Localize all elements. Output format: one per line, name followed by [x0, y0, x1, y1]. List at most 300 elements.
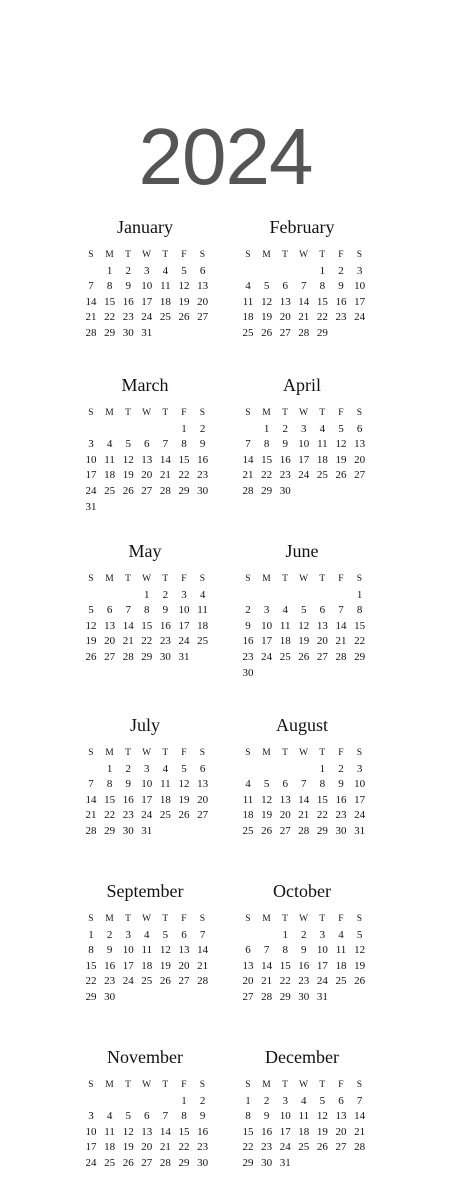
- day-cell: 3: [181, 588, 187, 601]
- day-cell: 2: [263, 1094, 270, 1107]
- day-cell: 27: [104, 651, 116, 663]
- day-cell: 17: [178, 619, 190, 632]
- day-cell: 2: [199, 1094, 206, 1107]
- day-cell: 4: [162, 762, 169, 775]
- day-cell: 30: [104, 991, 116, 1003]
- day-cell: 1: [356, 588, 363, 601]
- month-name: December: [265, 1047, 339, 1067]
- day-cell: 22: [85, 975, 97, 988]
- day-cell: 23: [197, 469, 209, 482]
- day-cell: 25: [159, 809, 171, 822]
- day-cell: 19: [159, 959, 171, 972]
- day-cell: 1: [282, 928, 288, 941]
- weekday-header: T: [125, 1080, 132, 1090]
- day-cell: 3: [263, 604, 270, 617]
- day-cell: 11: [160, 778, 171, 791]
- day-cell: 20: [141, 469, 153, 482]
- weekday-header: S: [356, 574, 363, 584]
- weekday-header: T: [282, 408, 289, 418]
- weekday-header: S: [245, 914, 251, 924]
- day-cell: 19: [85, 635, 97, 648]
- day-cell: 12: [159, 944, 171, 957]
- day-cell: 27: [279, 825, 291, 837]
- day-cell: 30: [279, 485, 291, 497]
- day-cell: 8: [263, 438, 270, 451]
- day-cell: 29: [279, 991, 291, 1003]
- day-cell: 29: [316, 327, 328, 339]
- day-cell: 8: [356, 604, 363, 617]
- weekday-header: F: [181, 574, 187, 584]
- weekday-header: S: [199, 914, 206, 924]
- day-cell: 19: [261, 311, 273, 324]
- day-cell: 17: [354, 295, 366, 308]
- day-cell: 26: [298, 651, 310, 663]
- day-cell: 9: [125, 280, 131, 293]
- day-cell: 12: [178, 280, 190, 293]
- day-cell: 20: [141, 1141, 153, 1154]
- day-cell: 19: [178, 295, 190, 308]
- day-cell: 11: [317, 438, 328, 451]
- day-cell: 21: [159, 1141, 171, 1154]
- day-cell: 29: [261, 485, 273, 497]
- month-name: February: [269, 217, 335, 237]
- day-cell: 22: [354, 635, 366, 648]
- day-cell: 6: [282, 280, 288, 293]
- day-cell: 5: [319, 1094, 326, 1107]
- day-cell: 13: [104, 619, 116, 632]
- day-cell: 18: [104, 469, 116, 482]
- day-cell: 24: [316, 975, 328, 988]
- weekday-header: F: [181, 914, 187, 924]
- day-cell: 4: [282, 604, 288, 617]
- day-cell: 21: [335, 635, 347, 648]
- weekday-header: S: [88, 574, 94, 584]
- day-cell: 13: [279, 793, 291, 806]
- day-cell: 27: [197, 311, 209, 324]
- month-december: [239, 1047, 366, 1169]
- day-cell: 24: [279, 1141, 291, 1154]
- weekday-header: T: [319, 914, 326, 924]
- day-cell: 27: [316, 651, 328, 663]
- day-cell: 8: [144, 604, 150, 617]
- weekday-header: M: [105, 1080, 114, 1090]
- month-name: November: [107, 1047, 183, 1067]
- day-cell: 7: [88, 778, 94, 791]
- day-cell: 5: [88, 604, 94, 617]
- weekday-header: S: [245, 574, 251, 584]
- weekday-header: F: [338, 1080, 344, 1090]
- month-september: [82, 881, 209, 1003]
- day-cell: 6: [181, 928, 187, 941]
- day-cell: 26: [85, 651, 97, 663]
- day-cell: 29: [316, 825, 328, 837]
- day-cell: 23: [335, 809, 347, 822]
- weekday-header: T: [162, 1080, 169, 1090]
- weekday-header: T: [319, 250, 326, 260]
- day-cell: 16: [104, 959, 116, 972]
- day-cell: 9: [199, 1110, 206, 1123]
- weekday-header: W: [142, 574, 152, 584]
- weekday-header: S: [199, 408, 206, 418]
- weekday-header: S: [88, 250, 94, 260]
- day-cell: 23: [242, 651, 254, 663]
- day-cell: 2: [106, 928, 113, 941]
- day-cell: 10: [178, 604, 190, 617]
- weekday-header: W: [299, 1080, 309, 1090]
- day-cell: 22: [141, 635, 153, 648]
- day-cell: 3: [144, 264, 150, 277]
- day-cell: 9: [301, 944, 307, 957]
- day-cell: 6: [199, 264, 206, 277]
- day-cell: 9: [338, 778, 344, 791]
- weekday-header: F: [338, 748, 344, 758]
- day-cell: 26: [335, 469, 347, 482]
- day-cell: 24: [141, 809, 153, 822]
- day-cell: 13: [335, 1110, 347, 1123]
- weekday-header: S: [245, 250, 251, 260]
- day-cell: 22: [178, 469, 190, 482]
- day-cell: 28: [85, 825, 97, 837]
- month-october: [239, 881, 366, 1003]
- day-cell: 11: [141, 944, 153, 957]
- weekday-header: T: [125, 250, 132, 260]
- day-cell: 27: [197, 809, 209, 822]
- day-cell: 17: [141, 793, 153, 806]
- day-cell: 7: [88, 280, 94, 293]
- day-cell: 30: [159, 651, 171, 663]
- day-cell: 10: [141, 280, 153, 293]
- day-cell: 7: [301, 778, 307, 791]
- day-cell: 25: [335, 975, 347, 988]
- day-cell: 8: [106, 280, 113, 293]
- day-cell: 26: [159, 975, 171, 988]
- day-cell: 30: [298, 991, 310, 1003]
- weekday-header: M: [105, 914, 114, 924]
- day-cell: 27: [141, 485, 153, 497]
- weekday-header: F: [181, 748, 187, 758]
- day-cell: 5: [125, 438, 131, 451]
- day-cell: 24: [298, 469, 310, 482]
- day-cell: 30: [122, 825, 134, 837]
- weekday-header: F: [338, 914, 344, 924]
- day-cell: 26: [122, 485, 134, 497]
- weekday-header: T: [319, 748, 326, 758]
- day-cell: 11: [197, 604, 208, 617]
- weekday-header: S: [199, 250, 206, 260]
- weekday-header: S: [88, 408, 94, 418]
- weekday-header: M: [105, 408, 114, 418]
- weekday-header: T: [125, 914, 132, 924]
- day-cell: 6: [144, 1110, 150, 1123]
- day-cell: 29: [104, 825, 116, 837]
- day-cell: 3: [319, 928, 326, 941]
- day-cell: 7: [245, 438, 251, 451]
- day-cell: 31: [141, 327, 153, 339]
- day-cell: 23: [335, 311, 347, 324]
- day-cell: 13: [141, 453, 153, 466]
- weekday-header: M: [105, 574, 114, 584]
- day-cell: 4: [245, 778, 251, 791]
- weekday-header: S: [199, 748, 206, 758]
- day-cell: 24: [261, 651, 273, 663]
- month-name: January: [117, 217, 173, 237]
- day-cell: 22: [316, 311, 328, 324]
- month-june: [239, 541, 366, 679]
- day-cell: 23: [122, 311, 134, 324]
- day-cell: 11: [298, 1110, 310, 1123]
- day-cell: 15: [279, 959, 291, 972]
- day-cell: 27: [178, 975, 190, 988]
- day-cell: 30: [122, 327, 134, 339]
- day-cell: 16: [335, 295, 347, 308]
- day-cell: 2: [282, 422, 288, 435]
- day-cell: 10: [279, 1110, 291, 1123]
- weekday-header: F: [338, 408, 344, 418]
- day-cell: 4: [319, 422, 326, 435]
- day-cell: 21: [354, 1125, 366, 1138]
- weekday-header: M: [262, 1080, 271, 1090]
- day-cell: 6: [338, 1094, 344, 1107]
- day-cell: 7: [125, 604, 131, 617]
- day-cell: 16: [298, 959, 310, 972]
- weekday-header: T: [162, 748, 169, 758]
- weekday-header: M: [105, 250, 114, 260]
- month-august: [239, 715, 366, 837]
- day-cell: 7: [263, 944, 270, 957]
- day-cell: 15: [316, 295, 328, 308]
- day-cell: 29: [104, 327, 116, 339]
- day-cell: 16: [261, 1125, 273, 1138]
- day-cell: 20: [104, 635, 116, 648]
- day-cell: 29: [178, 485, 190, 497]
- weekday-header: S: [88, 1080, 94, 1090]
- day-cell: 20: [335, 1125, 347, 1138]
- day-cell: 15: [261, 453, 273, 466]
- day-cell: 10: [316, 944, 328, 957]
- day-cell: 8: [181, 438, 187, 451]
- day-cell: 14: [298, 793, 310, 806]
- day-cell: 31: [178, 651, 190, 663]
- day-cell: 11: [104, 453, 115, 466]
- day-cell: 8: [245, 1110, 251, 1123]
- day-cell: 20: [279, 311, 291, 324]
- day-cell: 21: [122, 635, 134, 648]
- day-cell: 28: [197, 975, 209, 988]
- day-cell: 2: [162, 588, 169, 601]
- day-cell: 14: [159, 453, 171, 466]
- weekday-header: T: [125, 408, 132, 418]
- day-cell: 3: [125, 928, 131, 941]
- weekday-header: M: [262, 408, 271, 418]
- day-cell: 15: [354, 619, 366, 632]
- weekday-header: S: [245, 748, 251, 758]
- year-title: 2024: [138, 112, 313, 201]
- day-cell: 24: [354, 311, 366, 324]
- month-name: April: [283, 375, 321, 395]
- day-cell: 21: [159, 469, 171, 482]
- day-cell: 9: [162, 604, 169, 617]
- day-cell: 19: [122, 469, 134, 482]
- day-cell: 19: [178, 793, 190, 806]
- day-cell: 11: [335, 944, 347, 957]
- month-march: [82, 375, 209, 513]
- day-cell: 25: [242, 825, 254, 837]
- day-cell: 2: [338, 264, 344, 277]
- day-cell: 14: [354, 1110, 366, 1123]
- weekday-header: W: [299, 574, 309, 584]
- day-cell: 13: [141, 1125, 153, 1138]
- day-cell: 26: [316, 1141, 328, 1154]
- day-cell: 9: [199, 438, 206, 451]
- month-january: [82, 217, 209, 339]
- weekday-header: T: [282, 748, 289, 758]
- weekday-header: S: [356, 1080, 363, 1090]
- day-cell: 12: [85, 619, 97, 632]
- weekday-header: T: [125, 574, 132, 584]
- day-cell: 13: [197, 778, 209, 791]
- day-cell: 12: [298, 619, 310, 632]
- day-cell: 15: [178, 453, 190, 466]
- day-cell: 7: [338, 604, 344, 617]
- day-cell: 7: [162, 1110, 169, 1123]
- day-cell: 14: [335, 619, 347, 632]
- day-cell: 21: [242, 469, 254, 482]
- day-cell: 6: [106, 604, 113, 617]
- day-cell: 30: [242, 666, 254, 679]
- day-cell: 23: [261, 1141, 273, 1154]
- day-cell: 16: [335, 793, 347, 806]
- weekday-header: F: [181, 250, 187, 260]
- day-cell: 4: [106, 438, 113, 451]
- day-cell: 17: [85, 1141, 97, 1154]
- day-cell: 22: [242, 1141, 254, 1154]
- day-cell: 13: [279, 295, 291, 308]
- day-cell: 23: [197, 1141, 209, 1154]
- month-name: July: [129, 715, 160, 735]
- day-cell: 3: [356, 264, 363, 277]
- weekday-header: T: [162, 914, 169, 924]
- month-april: [239, 375, 366, 497]
- weekday-header: W: [299, 748, 309, 758]
- month-name: May: [128, 541, 162, 561]
- day-cell: 14: [261, 959, 273, 972]
- day-cell: 19: [261, 809, 273, 822]
- day-cell: 5: [301, 604, 307, 617]
- day-cell: 6: [245, 944, 251, 957]
- day-cell: 15: [104, 793, 116, 806]
- weekday-header: S: [88, 748, 94, 758]
- day-cell: 27: [141, 1157, 153, 1169]
- day-cell: 19: [316, 1125, 328, 1138]
- day-cell: 20: [354, 453, 366, 466]
- day-cell: 19: [354, 959, 366, 972]
- day-cell: 28: [261, 991, 273, 1003]
- day-cell: 25: [159, 311, 171, 324]
- day-cell: 31: [316, 991, 328, 1003]
- day-cell: 7: [199, 928, 206, 941]
- day-cell: 3: [88, 438, 94, 451]
- day-cell: 8: [181, 1110, 187, 1123]
- day-cell: 19: [298, 635, 310, 648]
- day-cell: 31: [85, 500, 97, 513]
- day-cell: 10: [85, 453, 97, 466]
- day-cell: 18: [159, 295, 171, 308]
- weekday-header: S: [88, 914, 94, 924]
- day-cell: 25: [316, 469, 328, 482]
- day-cell: 28: [335, 651, 347, 663]
- day-cell: 22: [279, 975, 291, 988]
- day-cell: 27: [279, 327, 291, 339]
- day-cell: 23: [104, 975, 116, 988]
- day-cell: 23: [279, 469, 291, 482]
- day-cell: 21: [197, 959, 209, 972]
- day-cell: 14: [122, 619, 134, 632]
- day-cell: 10: [261, 619, 273, 632]
- day-cell: 7: [356, 1094, 363, 1107]
- day-cell: 20: [279, 809, 291, 822]
- day-cell: 29: [354, 651, 366, 663]
- weekday-header: F: [338, 250, 344, 260]
- day-cell: 2: [301, 928, 307, 941]
- day-cell: 1: [106, 762, 113, 775]
- day-cell: 14: [197, 944, 209, 957]
- day-cell: 16: [242, 635, 254, 648]
- day-cell: 17: [316, 959, 328, 972]
- day-cell: 21: [298, 809, 310, 822]
- day-cell: 4: [144, 928, 150, 941]
- day-cell: 26: [261, 327, 273, 339]
- day-cell: 31: [279, 1157, 291, 1169]
- day-cell: 15: [178, 1125, 190, 1138]
- day-cell: 24: [178, 635, 190, 648]
- day-cell: 30: [261, 1157, 273, 1169]
- weekday-header: S: [199, 574, 206, 584]
- day-cell: 29: [85, 991, 97, 1003]
- month-february: [239, 217, 366, 339]
- weekday-header: M: [262, 574, 271, 584]
- day-cell: 11: [160, 280, 171, 293]
- weekday-header: T: [282, 1080, 289, 1090]
- day-cell: 6: [319, 604, 326, 617]
- day-cell: 18: [159, 793, 171, 806]
- day-cell: 25: [141, 975, 153, 988]
- day-cell: 16: [122, 793, 134, 806]
- day-cell: 13: [197, 280, 209, 293]
- day-cell: 3: [144, 762, 150, 775]
- day-cell: 3: [301, 422, 307, 435]
- day-cell: 15: [242, 1125, 254, 1138]
- day-cell: 28: [242, 485, 254, 497]
- day-cell: 18: [316, 453, 328, 466]
- day-cell: 4: [301, 1094, 307, 1107]
- weekday-header: T: [125, 748, 132, 758]
- day-cell: 14: [85, 793, 97, 806]
- day-cell: 1: [88, 928, 94, 941]
- day-cell: 5: [356, 928, 363, 941]
- day-cell: 22: [261, 469, 273, 482]
- day-cell: 16: [197, 453, 209, 466]
- day-cell: 6: [144, 438, 150, 451]
- day-cell: 19: [335, 453, 347, 466]
- day-cell: 11: [279, 619, 291, 632]
- day-cell: 15: [104, 295, 116, 308]
- day-cell: 4: [245, 280, 251, 293]
- day-cell: 17: [261, 635, 273, 648]
- day-cell: 6: [282, 778, 288, 791]
- day-cell: 14: [298, 295, 310, 308]
- day-cell: 24: [85, 1157, 97, 1169]
- day-cell: 30: [197, 1157, 209, 1169]
